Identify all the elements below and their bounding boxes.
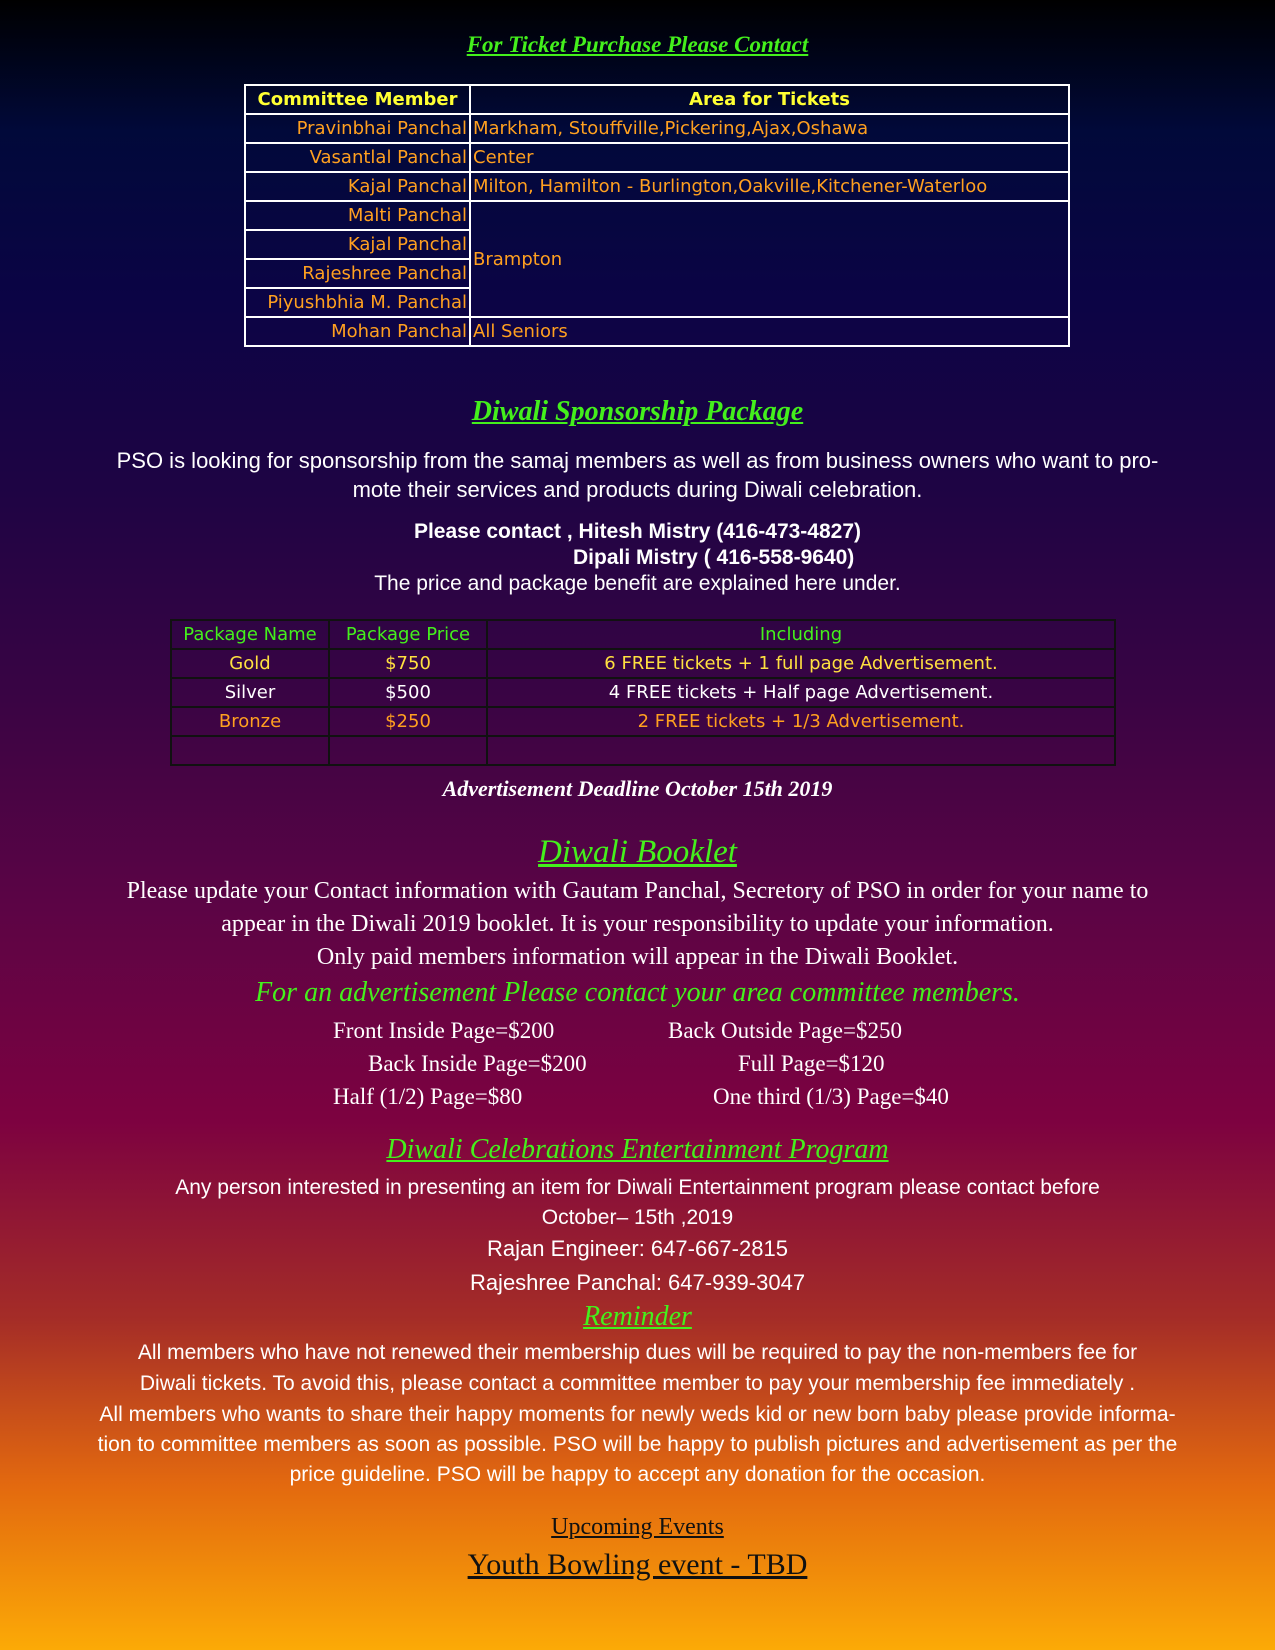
ticket-area: Markham, Stouffville,Pickering,Ajax,Oshawa: [470, 114, 1069, 143]
entertainment-heading: Diwali Celebrations Entertainment Program: [386, 1134, 889, 1165]
member-name: Mohan Panchal: [245, 317, 470, 346]
price-third-page: One third (1/3) Page=$40: [713, 1084, 949, 1109]
price-back-inside: Back Inside Page=$200: [368, 1051, 587, 1076]
entertainment-contact1: Rajan Engineer: 647-667-2815: [487, 1236, 788, 1261]
package-name: Silver: [171, 678, 329, 707]
upcoming-events-heading: Upcoming Events: [551, 1514, 724, 1540]
table-row: [245, 143, 1069, 172]
table-row: [245, 201, 1069, 230]
column-header-including: Including: [487, 620, 1115, 649]
ticket-area: Center: [470, 143, 1069, 172]
member-name: Piyushbhia M. Panchal: [245, 288, 470, 317]
booklet-line1: Please update your Contact information with Gautam Panchal, Secretory of PSO in order for your name to: [126, 878, 1149, 904]
reminder-line3: All members who wants to share their happy moments for newly weds kid or new born baby please provide informa-: [99, 1403, 1176, 1426]
sponsorship-intro-line1: PSO is looking for sponsorship from the samaj members as well as from business owners who want to pro-: [116, 448, 1159, 473]
column-header-package-name: Package Name: [171, 620, 329, 649]
sponsorship-heading: Diwali Sponsorship Package: [471, 396, 804, 427]
reminder-heading: Reminder: [583, 1301, 692, 1332]
reminder-line2: Diwali tickets. To avoid this, please contact a committee member to pay your membership fee immediately .: [139, 1372, 1136, 1395]
reminder-line4: tion to committee members as soon as possible. PSO will be happy to publish pictures and advertisement as per the: [97, 1433, 1178, 1456]
table-row: [171, 649, 1115, 678]
package-name: Bronze: [171, 707, 329, 736]
ticket-area: All Seniors: [470, 317, 1069, 346]
entertainment-line1: Any person interested in presenting an item for Diwali Entertainment program please contact before: [175, 1176, 1100, 1199]
price-front-inside: Front Inside Page=$200: [333, 1018, 555, 1043]
package-name: Gold: [171, 649, 329, 678]
price-back-outside: Back Outside Page=$250: [668, 1018, 902, 1043]
table-row: [171, 678, 1115, 707]
member-name: Malti Panchal: [245, 201, 470, 230]
booklet-ad-contact: For an advertisement Please contact your area committee members.: [255, 977, 1020, 1008]
booklet-line3: Only paid members information will appear in the Diwali Booklet.: [316, 944, 959, 970]
price-half-page: Half (1/2) Page=$80: [333, 1084, 523, 1109]
table-row: [245, 317, 1069, 346]
package-price: $750: [329, 649, 487, 678]
column-header-area: Area for Tickets: [470, 85, 1069, 114]
reminder-line5: price guideline. PSO will be happy to accept any donation for the occasion.: [289, 1463, 986, 1486]
upcoming-event-item: Youth Bowling event - TBD: [467, 1548, 808, 1581]
table-row-empty: [171, 736, 1115, 765]
ticket-contact-table: [244, 84, 1070, 347]
table-header-row: [245, 85, 1069, 114]
table-row: [245, 114, 1069, 143]
member-name: Vasantlal Panchal: [245, 143, 470, 172]
member-name: Pravinbhai Panchal: [245, 114, 470, 143]
booklet-heading: Diwali Booklet: [538, 834, 737, 870]
entertainment-contact2: Rajeshree Panchal: 647-939-3047: [469, 1270, 806, 1295]
table-row: [245, 172, 1069, 201]
member-name: Kajal Panchal: [245, 172, 470, 201]
booklet-line2: appear in the Diwali 2019 booklet. It is your responsibility to update your information.: [221, 911, 1054, 937]
package-price: $500: [329, 678, 487, 707]
advertisement-deadline: Advertisement Deadline October 15th 2019: [442, 776, 833, 801]
sponsorship-contact-line2: Dipali Mistry ( 416-558-9640): [573, 546, 855, 569]
empty-cell: [487, 736, 1115, 765]
empty-cell: [171, 736, 329, 765]
reminder-line1: All members who have not renewed their membership dues will be required to pay the non-members fee for: [137, 1341, 1138, 1364]
sponsorship-contact-line1: Please contact , Hitesh Mistry (416-473-4827): [413, 520, 862, 543]
ticket-area: Milton, Hamilton - Burlington,Oakville,Kitchener-Waterloo: [470, 172, 1069, 201]
package-price: $250: [329, 707, 487, 736]
member-name: Rajeshree Panchal: [245, 259, 470, 288]
package-including: 2 FREE tickets + 1/3 Advertisement.: [487, 707, 1115, 736]
column-header-package-price: Package Price: [329, 620, 487, 649]
table-row: [171, 707, 1115, 736]
sponsorship-package-table: [170, 619, 1116, 766]
package-including: 4 FREE tickets + Half page Advertisement.: [487, 678, 1115, 707]
entertainment-line2: October– 15th ,2019: [541, 1206, 734, 1229]
price-full-page: Full Page=$120: [738, 1051, 885, 1076]
column-header-member: Committee Member: [245, 85, 470, 114]
empty-cell: [329, 736, 487, 765]
table-header-row: [171, 620, 1115, 649]
ticket-heading: For Ticket Purchase Please Contact: [466, 32, 809, 57]
sponsorship-explain: The price and package benefit are explained here under.: [374, 572, 901, 595]
sponsorship-intro-line2: mote their services and products during Diwali celebration.: [352, 477, 923, 502]
ticket-area: Brampton: [470, 201, 1069, 317]
package-including: 6 FREE tickets + 1 full page Advertisement.: [487, 649, 1115, 678]
member-name: Kajal Panchal: [245, 230, 470, 259]
